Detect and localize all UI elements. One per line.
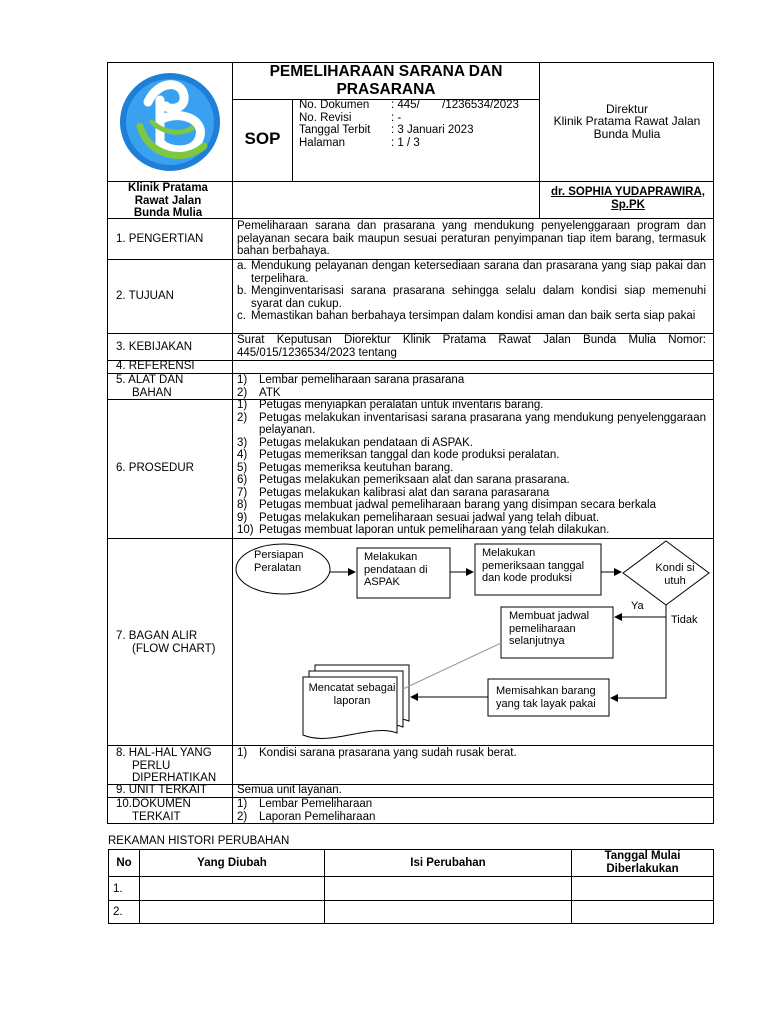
flow-aspak-text: Melakukan pendataan di ASPAK <box>364 551 428 588</box>
signer-role: Direktur <box>605 102 648 116</box>
meta-value: : 1 / 3 <box>391 136 420 149</box>
history-table <box>108 849 714 924</box>
list-item: 10) Petugas membuat laporan untuk pemeliharaan yang telah dilakukan. <box>237 524 610 536</box>
section-label-pengertian: 1. PENGERTIAN <box>116 233 204 245</box>
meta-value: : 445/ /1236534/2023 <box>391 99 519 111</box>
prosedur-list <box>237 399 706 537</box>
flow-yes-label: Ya <box>631 600 644 612</box>
list-item: 1) Lembar pemeliharaan sarana prasarana <box>237 374 465 386</box>
clinic-logo <box>118 70 222 174</box>
list-item: 1) Lembar Pemeliharaan <box>237 798 373 810</box>
list-item: 9) Petugas melakukan pemeliharaan sesuai jadwal yang telah dibuat. <box>237 511 600 524</box>
section-label-tujuan: 2. TUJUAN <box>116 290 174 302</box>
table-row <box>109 901 714 924</box>
column-header: Yang Diubah <box>140 850 325 877</box>
section-label-hal: 8. HAL-HAL YANG PERLU DIPERHATIKAN <box>116 747 217 784</box>
list-item: 3) Petugas melakukan pendataan di ASPAK. <box>237 436 473 449</box>
kebijakan-text: Surat Keputusan Diorektur Klinik Pratama Rawat Jalan Bunda Mulia Nomor: 445/015/1236534/2023 tentang <box>237 334 706 359</box>
meta-label: Halaman <box>299 136 346 149</box>
tujuan-list <box>237 260 706 323</box>
history-title: REKAMAN HISTORI PERUBAHAN <box>108 835 290 847</box>
alat-list <box>237 374 706 399</box>
list-item: 1) Kondisi sarana prasarana yang sudah rusak berat. <box>237 747 517 759</box>
section-label-referensi: 4. REFERENSI <box>116 360 195 372</box>
sop-label: SOP <box>244 129 281 148</box>
list-item: 8) Petugas membuat jadwal pemeliharaan barang yang disimpan secara berkala <box>237 499 656 511</box>
flow-report-text: Mencatat sebagai laporan <box>308 682 396 707</box>
meta-value: : - <box>391 111 402 124</box>
table-cell <box>325 901 572 924</box>
arrow-decision-separate <box>611 605 666 698</box>
unit-text: Semua unit layanan. <box>237 784 342 796</box>
document-title: PEMELIHARAAN SARANA DAN PRASARANA <box>269 63 503 98</box>
flow-schedule-text: Membuat jadwal pemeliharaan selanjutnya <box>509 610 590 647</box>
hal-list <box>237 747 706 760</box>
list-item: 2) ATK <box>237 386 281 399</box>
list-item: 1) Petugas menyiapkan peralatan untuk inventaris barang. <box>237 399 544 411</box>
meta-label: Tanggal Terbit <box>299 124 371 136</box>
table-cell <box>572 877 714 901</box>
flow-decision-text: Kondi si utuh <box>655 562 695 587</box>
table-cell <box>572 901 714 924</box>
section-label-unit: 9. UNIT TERKAIT <box>116 784 207 796</box>
flow-check-text: Melakukan pemeriksaan tanggal dan kode produksi <box>482 547 585 584</box>
column-header: No <box>109 850 140 877</box>
section-label-kebijakan: 3. KEBIJAKAN <box>116 341 193 353</box>
signer-org: Klinik Pratama Rawat Jalan Bunda Mulia <box>553 114 701 141</box>
signer-name: dr. SOPHIA YUDAPRAWIRA, Sp.PK <box>551 186 705 211</box>
meta-value: : 3 Januari 2023 <box>391 124 474 136</box>
section-label-dokumen: 10.DOKUMEN TERKAIT <box>116 798 191 823</box>
table-row <box>109 877 714 901</box>
table-cell: 1. <box>109 877 140 901</box>
list-item: 7) Petugas melakukan kalibrasi alat dan sarana parasarana <box>237 486 550 499</box>
table-cell <box>140 901 325 924</box>
list-item: b. Menginventarisasi sarana prasarana sehingga selalu dalam kondisi siap memenuhi syarat dan cukup. <box>237 285 706 310</box>
flow-no-label: Tidak <box>671 614 698 626</box>
list-item: 5) Petugas memeriksa keutuhan barang. <box>237 461 454 474</box>
list-item: a. Mendukung pelayanan dengan ketersediaan sarana dan prasarana yang siap pakai dan terpelihara. <box>237 260 706 285</box>
section-label-bagan: 7. BAGAN ALIR (FLOW CHART) <box>116 630 216 655</box>
list-item: 2) Laporan Pemeliharaan <box>237 810 376 823</box>
list-item: c. Memastikan bahan berbahaya tersimpan dalam kondisi aman dan baik serta siap pakai <box>237 310 696 322</box>
connector-schedule-report <box>403 643 501 689</box>
meta-label: No. Dokumen <box>299 99 370 111</box>
table-cell <box>140 877 325 901</box>
list-item: 4) Petugas memeriksan tanggal dan kode produksi peralatan. <box>237 449 560 461</box>
clinic-name: Klinik Pratama Rawat Jalan Bunda Mulia <box>128 182 208 219</box>
column-header: Isi Perubahan <box>325 850 572 877</box>
flow-start-text: Persiapan Peralatan <box>254 549 304 574</box>
meta-label: No. Revisi <box>299 111 352 124</box>
column-header: Tanggal Mulai Diberlakukan <box>572 850 714 877</box>
section-label-prosedur: 6. PROSEDUR <box>116 462 194 474</box>
table-cell: 2. <box>109 901 140 924</box>
list-item: 6) Petugas melakukan pemeriksaan alat dan sarana prasarana. <box>237 474 570 486</box>
dokumen-list <box>237 798 706 823</box>
table-cell <box>325 877 572 901</box>
flow-separate-text: Memisahkan barang yang tak layak pakai <box>496 685 596 710</box>
pengertian-text: Pemeliharaan sarana dan prasarana yang mendukung penyelenggaraan program dan pelayanan secara baik maupun sesuai peraturan penyimpanan tiap item barang, termasuk bahan berbahaya. <box>237 220 706 257</box>
document-meta <box>299 99 539 149</box>
list-item: 2) Petugas melakukan inventarisasi sarana prasarana yang mendukung penyelenggaraan pelayanan. <box>237 411 706 436</box>
table-header-row <box>109 850 714 877</box>
section-label-alat: 5. ALAT DAN BAHAN <box>116 374 184 399</box>
